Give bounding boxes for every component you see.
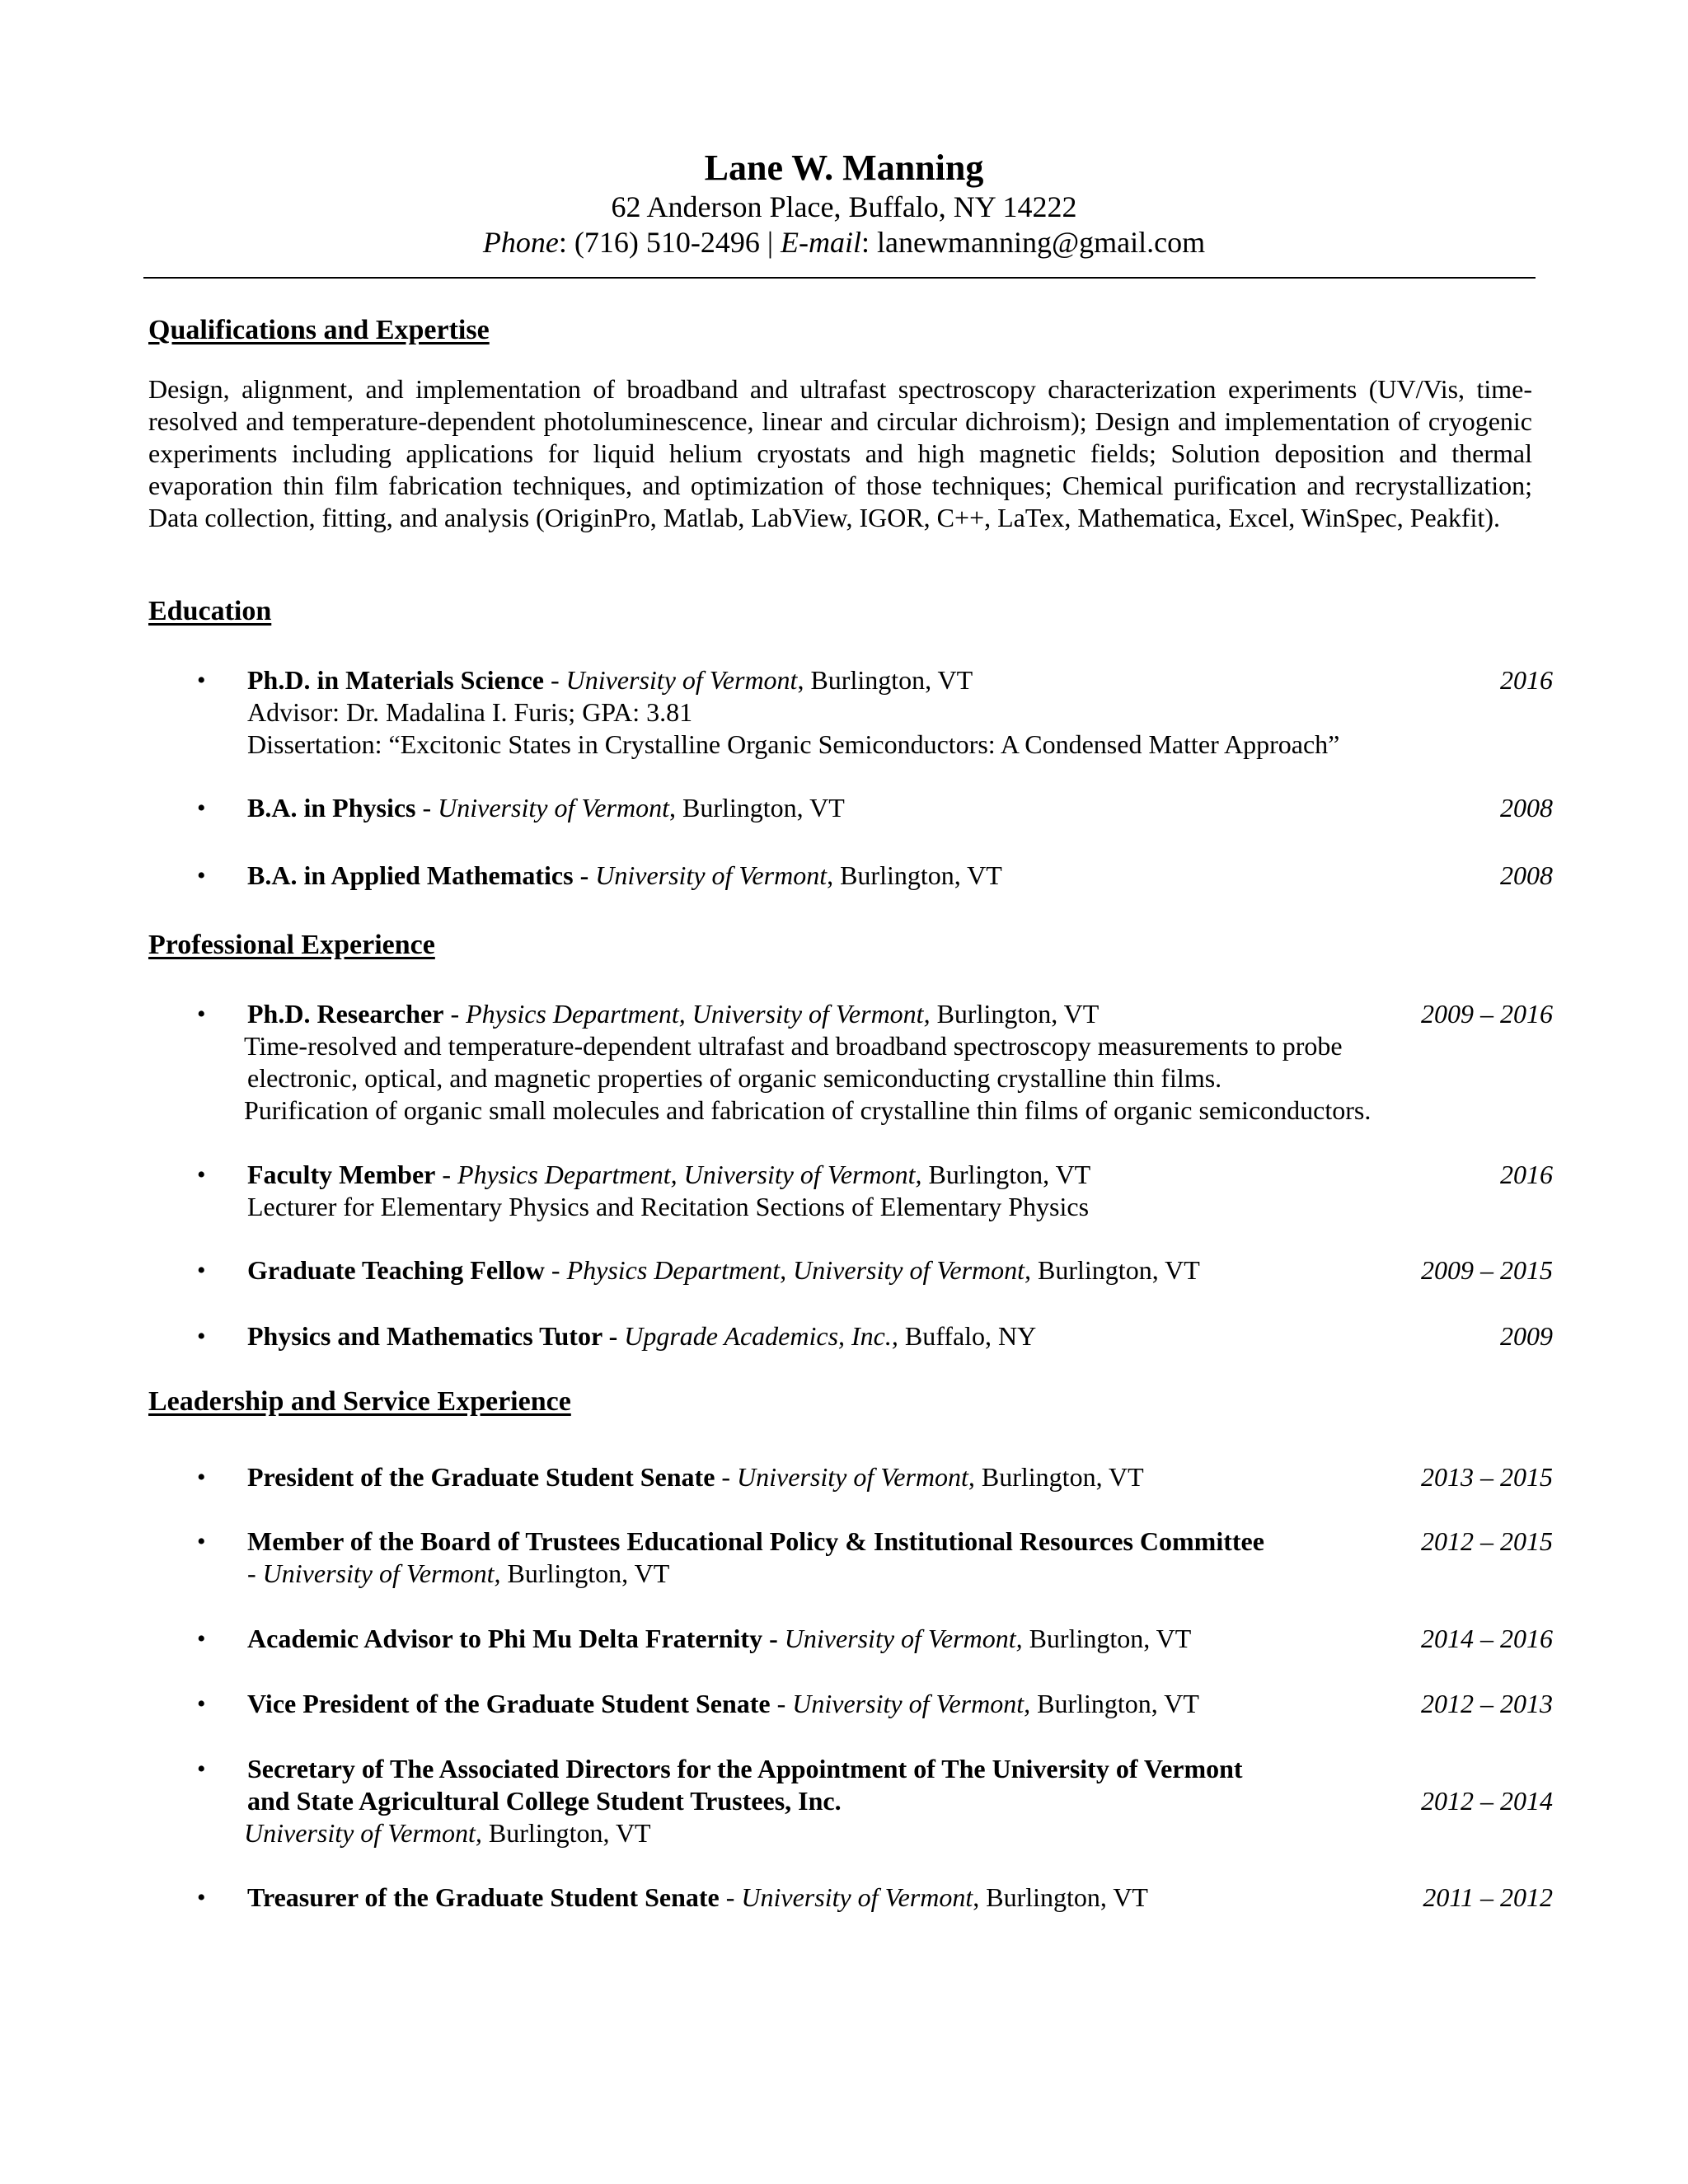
entry-date: 2016 [1500,665,1553,695]
description-line: Lecturer for Elementary Physics and Recitation Sections of Elementary Physics [247,1192,1090,1221]
entry-date: 2012 – 2014 [1421,1786,1553,1816]
phone-number: (716) 510-2496 [574,226,760,259]
entry-date: 2012 – 2013 [1421,1689,1553,1718]
qualifications-text: Design, alignment, and implementation of broadband and ultrafast spectroscopy characterization experiments (UV/Vis, time-resolved and temperature-dependent photoluminescence, linear and circular dichroism); Design and implementation of cryogenic experiments including applications for liquid helium cryostats and high magnetic fields; Solution deposition and thermal evaporation thin film fabrication techniques, and optimization of those techniques; Chemical purification and recrystallization; Data collection, fitting, and analysis (OriginPro, Matlab, LabView, IGOR, C++, LaTex, Mathematica, Excel, WinSpec, Peakfit). [148,374,1532,532]
description-line: Time-resolved and temperature-dependent ultrafast and broadband spectroscopy measurements to probe [244,1031,1343,1061]
contact-line: Phone: (716) 510-2496 | E-mail: lanewmanning@gmail.com [482,226,1206,259]
applicant-name: Lane W. Manning [704,148,984,188]
dissertation-line: Dissertation: “Excitonic States in Crystalline Organic Semiconductors: A Condensed Matter Approach” [247,729,1340,759]
entry-date: 2009 [1500,1321,1553,1351]
section-title-leadership: Leadership and Service Experience [148,1386,571,1417]
entry-date: 2009 – 2016 [1421,999,1553,1029]
description-line: electronic, optical, and magnetic properties of organic semiconducting crystalline thin films. [247,1063,1222,1093]
entry-date: 2011 – 2012 [1423,1882,1553,1912]
address: 62 Anderson Place, Buffalo, NY 14222 [611,190,1077,223]
header-divider [143,277,1536,279]
entry-date: 2008 [1500,793,1553,823]
entry-date: 2013 – 2015 [1421,1462,1553,1492]
section-title-education: Education [148,596,272,626]
entry-date: 2014 – 2016 [1421,1624,1553,1653]
entry-date: 2008 [1500,860,1553,890]
advisor-line: Advisor: Dr. Madalina I. Furis; GPA: 3.81 [247,697,693,727]
entry-date: 2009 – 2015 [1421,1255,1553,1285]
entry-date: 2012 – 2015 [1421,1526,1553,1556]
section-title-experience: Professional Experience [148,930,435,960]
entry-date: 2016 [1500,1160,1553,1189]
phone-label: Phone [482,226,559,259]
resume-header [0,147,1688,260]
description-line: Purification of organic small molecules and fabrication of crystalline thin films of organic semiconductors. [244,1095,1372,1125]
section-title-qualifications: Qualifications and Expertise [148,315,490,345]
email-label: E-mail [781,226,862,259]
email-address[interactable]: lanewmanning@gmail.com [877,226,1206,259]
